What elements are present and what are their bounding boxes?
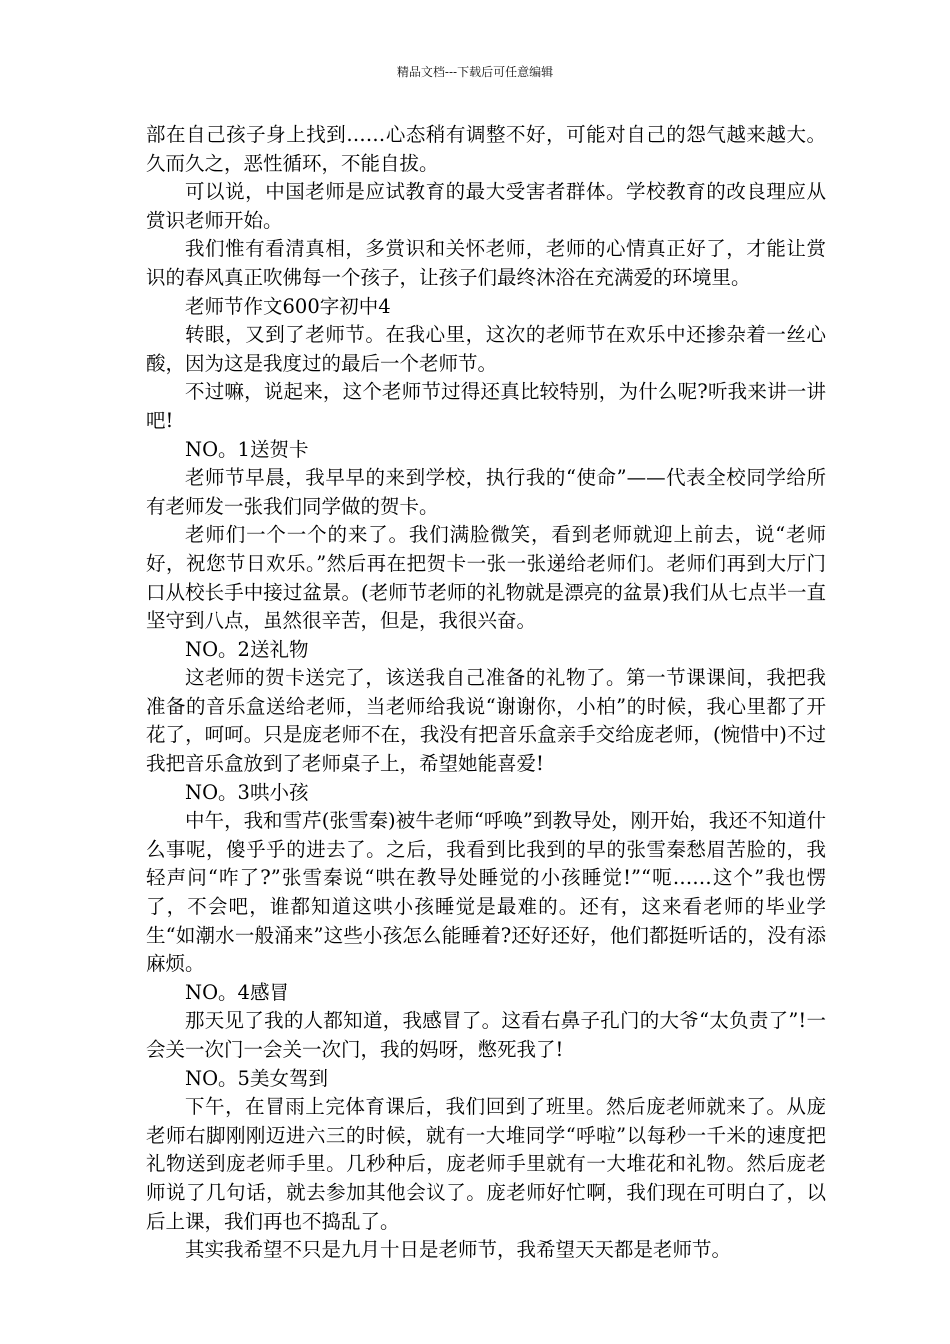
paragraph: 转眼，又到了老师节。在我心里，这次的老师节在欢乐中还掺杂着一丝心酸，因为这是我度过的最后一个老师节。 <box>146 323 826 375</box>
paragraph: 其实我希望不只是九月十日是老师节，我希望天天都是老师节。 <box>185 1238 732 1262</box>
paragraph: 下午，在冒雨上完体育课后，我们回到了班里。然后庞老师就来了。从庞老师右脚刚刚迈进六三的时候，就有一大堆同学“呼啦”以每秒一千米的速度把礼物送到庞老师手里。几秒种后，庞老师手里就有一大堆花和礼物。然后庞老师说了几句话，就去参加其他会议了。庞老师好忙啊，我们现在可明白了，以后上课，我们再也不捣乱了。 <box>146 1095 826 1233</box>
paragraph: 老师们一个一个的来了。我们满脸微笑，看到老师就迎上前去，说“老师好，祝您节日欢乐。”然后再在把贺卡一张一张递给老师们。老师们再到大厅门口从校长手中接过盆景。(老师节老师的礼物就是漂亮的盆景)我们从七点半一直坚守到八点，虽然很辛苦，但是，我很兴奋。 <box>146 523 826 633</box>
paragraph: 部在自己孩子身上找到……心态稍有调整不好，可能对自己的怨气越来越大。久而久之，恶性循环，不能自拔。 <box>146 123 826 175</box>
page-header: 精品文档---下载后可任意编辑 <box>396 65 554 79</box>
paragraph: 可以说，中国老师是应试教育的最大受害者群体。学校教育的改良理应从赏识老师开始。 <box>146 180 826 232</box>
section-heading: 老师节作文600字初中4 <box>185 294 391 318</box>
paragraph: 我们惟有看清真相，多赏识和关怀老师，老师的心情真正好了，才能让赏识的春风真正吹佛每一个孩子，让孩子们最终沐浴在充满爱的环境里。 <box>146 237 826 289</box>
subheading: NO。4感冒 <box>185 980 289 1004</box>
paragraph: 不过嘛，说起来，这个老师节过得还真比较特别，为什么呢?听我来讲一讲吧! <box>146 380 826 432</box>
paragraph: 这老师的贺卡送完了，该送我自己准备的礼物了。第一节课课间，我把我准备的音乐盒送给老师，当老师给我说“谢谢你，小柏”的时候，我心里都了开花了，呵呵。只是庞老师不在，我没有把音乐盒亲手交给庞老师，(惋惜中)不过我把音乐盒放到了老师桌子上，希望她能喜爱! <box>146 666 826 776</box>
document-body <box>146 121 826 1265</box>
subheading: NO。2送礼物 <box>185 637 309 661</box>
paragraph: 老师节早晨，我早早的来到学校，执行我的“使命”——代表全校同学给所有老师发一张我们同学做的贺卡。 <box>146 466 826 518</box>
subheading: NO。3哄小孩 <box>185 780 309 804</box>
subheading: NO。1送贺卡 <box>185 437 309 461</box>
paragraph: 中午，我和雪芹(张雪秦)被牛老师“呼唤”到教导处，刚开始，我还不知道什么事呢，傻乎乎的进去了。之后，我看到比我到的早的张雪秦愁眉苦脸的，我轻声问“咋了?”张雪秦说“哄在教导处睡觉的小孩睡觉!”“呃……这个”我也愣了，不会吧，谁都知道这哄小孩睡觉是最难的。还有，这来看老师的毕业学生“如潮水一般涌来”这些小孩怎么能睡着?还好还好，他们都挺听话的，没有添麻烦。 <box>146 809 826 976</box>
paragraph: 那天见了我的人都知道，我感冒了。这看右鼻子孔门的大爷“太负责了”!一会关一次门一会关一次门，我的妈呀，憋死我了! <box>146 1009 826 1061</box>
subheading: NO。5美女驾到 <box>185 1066 328 1090</box>
